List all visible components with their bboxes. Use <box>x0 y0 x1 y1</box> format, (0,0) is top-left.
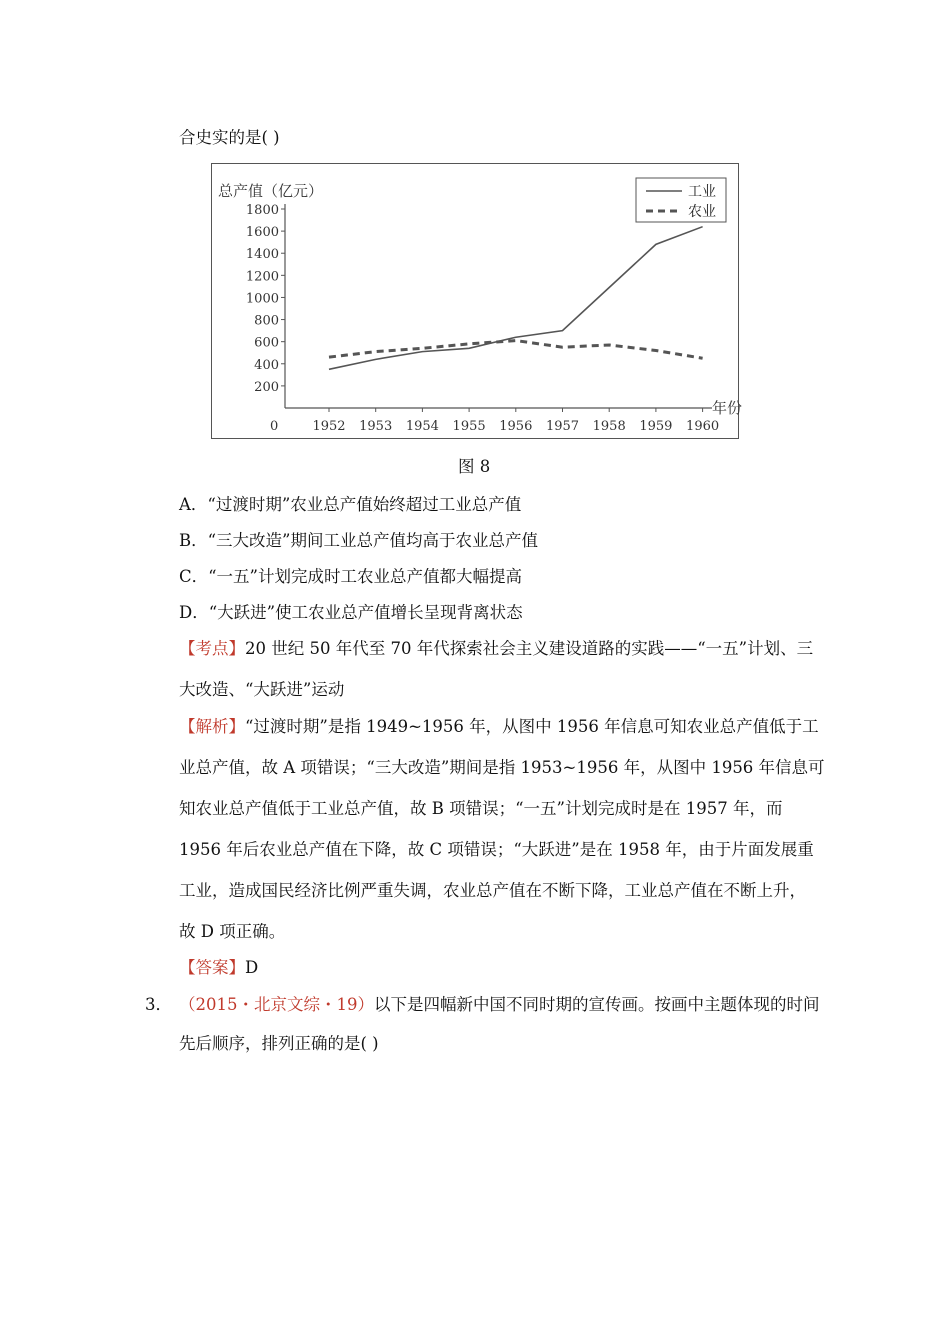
x-tick-label: 1952 <box>312 419 346 434</box>
y-tick-label: 200 <box>254 379 279 395</box>
y-tick-label: 1000 <box>245 291 279 307</box>
x-tick-label: 1956 <box>499 419 533 434</box>
x-tick-label: 1957 <box>545 419 580 434</box>
jiexi-text-1: “过渡时期”是指 1949~1956 年，从图中 1956 年信息可知农业总产值低于工 <box>245 717 819 736</box>
option-c: C．“一五”计划完成时工农业总产值都大幅提高 <box>179 567 522 586</box>
legend-label-agriculture: 农业 <box>688 204 716 220</box>
kaodian-text-1: 20 世纪 50 年代至 70 年代探索社会主义建设道路的实践——“一五”计划、三 <box>245 639 814 658</box>
question-3-number: 3． <box>145 995 172 1014</box>
question-3-line-2: 先后顺序，排列正确的是( ) <box>179 1034 379 1053</box>
option-a: A．“过渡时期”农业总产值始终超过工业总产值 <box>179 495 522 514</box>
x-tick-label: 1959 <box>639 419 673 434</box>
y-axis-label: 总产值（亿元） <box>218 182 324 200</box>
series-line-agriculture <box>329 341 703 359</box>
y-tick-label: 1600 <box>245 225 279 241</box>
y-tick-label: 800 <box>254 313 279 329</box>
x-tick-label: 1955 <box>452 419 486 434</box>
jiexi-tag: 【解析】 <box>179 717 245 736</box>
x-tick-label: 1958 <box>592 419 626 434</box>
x-tick-label: 1960 <box>686 419 720 434</box>
x-tick-label: 1953 <box>359 419 393 434</box>
question-3-source: （2015・北京文综・19） <box>179 995 374 1014</box>
origin-label: 0 <box>270 419 279 434</box>
jiexi-line-2: 业总产值，故 A 项错误；“三大改造”期间是指 1953~1956 年，从图中 1956 年信息可 <box>179 758 825 777</box>
y-tick-label: 600 <box>254 335 279 351</box>
x-tick-label: 1954 <box>405 419 439 434</box>
jiexi-line-1 <box>179 716 819 738</box>
kaodian-line-1 <box>179 638 813 660</box>
y-tick-label: 1200 <box>245 269 279 285</box>
figure-caption: 图 8 <box>458 457 491 476</box>
lead-line: 合史实的是( ) <box>179 128 280 147</box>
answer-value: D <box>245 958 259 977</box>
chart-figure <box>211 163 743 439</box>
jiexi-line-6: 故 D 项正确。 <box>179 922 286 941</box>
question-3-text-1: 以下是四幅新中国不同时期的宣传画。按画中主题体现的时间 <box>374 995 820 1014</box>
option-d: D．“大跃进”使工农业总产值增长呈现背离状态 <box>179 603 523 622</box>
y-tick-label: 1400 <box>245 247 279 263</box>
jiexi-line-3: 知农业总产值低于工业总产值，故 B 项错误；“一五”计划完成时是在 1957 年，而 <box>179 799 783 818</box>
kaodian-tag: 【考点】 <box>179 639 245 658</box>
jiexi-line-4: 1956 年后农业总产值在下降，故 C 项错误；“大跃进”是在 1958 年，由于片面发展重 <box>179 840 814 859</box>
option-b: B．“三大改造”期间工业总产值均高于农业总产值 <box>179 531 538 550</box>
y-tick-label: 1800 <box>245 203 279 218</box>
jiexi-line-5: 工业，造成国民经济比例严重失调，农业总产值在不断下降，工业总产值在不断上升， <box>179 881 806 900</box>
y-tick-label: 400 <box>254 357 279 373</box>
legend-label-industry: 工业 <box>688 184 716 200</box>
x-axis-label: 年份 <box>712 399 743 417</box>
answer-line <box>179 957 258 979</box>
line-chart <box>212 164 743 438</box>
answer-tag: 【答案】 <box>179 958 245 977</box>
question-3-line-1 <box>145 994 820 1016</box>
kaodian-line-2: 大改造、“大跃进”运动 <box>179 680 345 699</box>
